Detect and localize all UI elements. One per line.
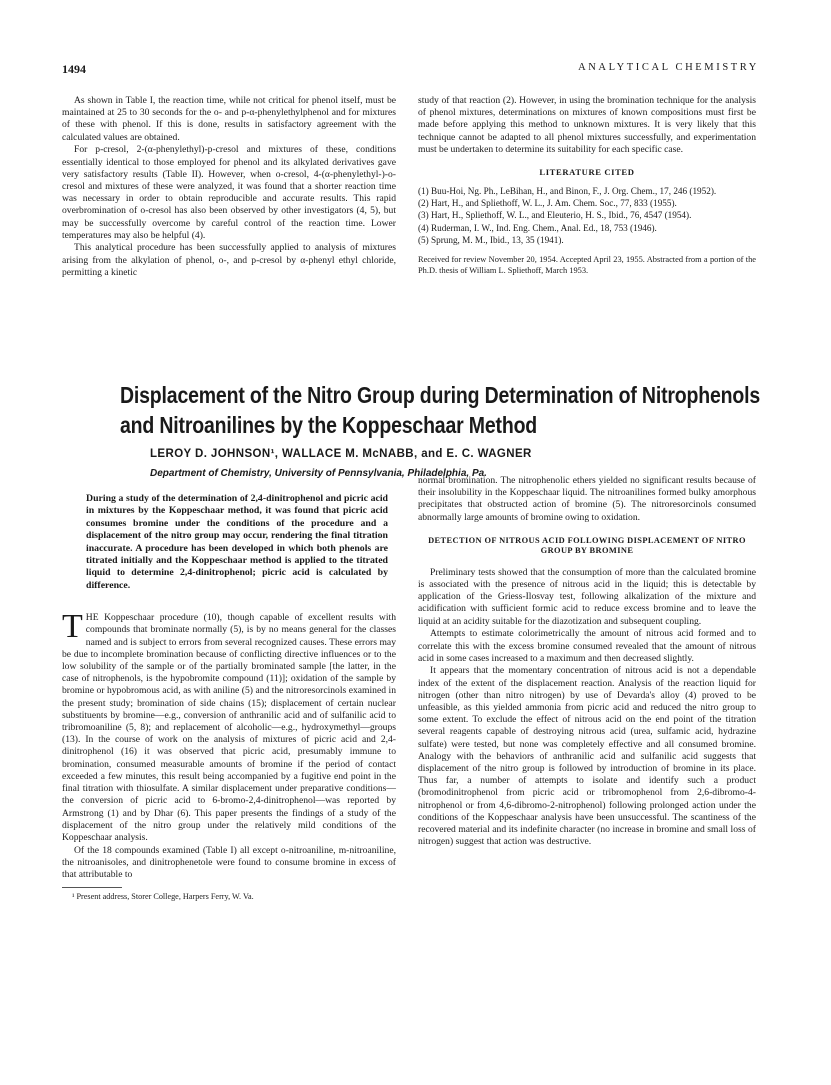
reference-item: (2) Hart, H., and Spliethoff, W. L., J. Am. Chem. Soc., 77, 833 (1955).: [418, 198, 677, 209]
page-header: [62, 62, 759, 80]
article-title-line: and Nitroanilines by the Koppeschaar Method: [120, 412, 538, 438]
abstract: During a study of the determination of 2,4-dinitrophenol and picric acid in mixtures by the Koppeschaar method, it was found that picric acid consumes bromine under the conditions of the procedure and a displacement of the nitro group may occur, rendering the final titration inaccurate. A procedure has been developed in which both phenols are titrated initially and the Koppeschaar method is applied to the titrated liquid to determine 2,4-dinitrophenol; picric acid is calculated by difference.: [86, 493, 388, 591]
footnote: ¹ Present address, Storer College, Harpers Ferry, W. Va.: [72, 892, 254, 902]
paragraph: normal bromination. The nitrophenolic ethers yielded no significant results because of their insolubility in the Koppeschaar liquid. The nitroanilines formed bulky amorphous precipitates that obstructed action of bromine (5). The nitroresorcinols consumed abnormally large amounts of bromine owing to oxidation.: [418, 475, 756, 523]
intro-paragraph: [62, 608, 396, 844]
paragraph: For p-cresol, 2-(α-phenylethyl)-p-cresol and mixtures of these, conditions essentially identical to those employed for phenol and its alkylated derivatives gave very satisfactory results (Table II). However, when o-cresol, 4-(α-phenylethyl-)-o-cresol and mixtures of these were analyzed, it was found that a shorter reaction time was necessary in order to obtain reproducible and accurate results. This rapid overbromination of o-cresol has also been observed by other investigators (4, 5), but may be successfully overcome by careful control of the reaction time. Lower temperatures may also be helpful (4).: [62, 144, 396, 241]
reference-item: (1) Buu-Hoi, Ng. Ph., LeBihan, H., and Binon, F., J. Org. Chem., 17, 246 (1952).: [418, 186, 717, 197]
reference-item: (5) Sprung, M. M., Ibid., 13, 35 (1941).: [418, 234, 564, 245]
paragraph: This analytical procedure has been successfully applied to analysis of mixtures arising from the alkylation of phenol, o-, and p-cresol by α-phenyl ethyl chloride, permitting a kinetic: [62, 242, 396, 278]
reference-list: [418, 186, 756, 246]
authors: LEROY D. JOHNSON¹, WALLACE M. McNABB, and E. C. WAGNER: [150, 448, 532, 460]
section-heading: DETECTION OF NITROUS ACID FOLLOWING DISPLACEMENT OF NITRO GROUP BY BROMINE: [428, 535, 746, 556]
article-title-line: Displacement of the Nitro Group during Determination of Nitrophenols: [120, 382, 761, 408]
paragraph: Preliminary tests showed that the consumption of more than the calculated bromine is associated with the presence of nitrous acid in the liquid; this is detectable by application of the Griess-Ilosvay test, following alkalization of the mixture and acidification with sufficient formic acid to reduce excess bromine and to leave the liquid at an acidity suitable for the diazotization and subsequent coupling.: [418, 566, 756, 627]
article-title: [120, 380, 761, 440]
drop-cap: T: [62, 608, 83, 646]
intro-text: HE Koppeschaar procedure (10), though capable of excellent results with compounds that brominate normally (5), is by no means general for the classes named and is subject to errors from several recognized causes. These errors may be due to incomplete bromination because of conflicting directive influences or to the low solubility of the sample or of the partially brominated sample [the latter, in the case of nitrophenols, is the hypobromite compound (11)]; oxidation of the sample by bromine or hypobromous acid, as with aniline (5) and the nitroresorcinols examined in the present study; bromination of side chains (15); displacement of certain nuclear substituents by bromine—e.g., conversion of anthranilic acid and of sulfanilic acid to tribromoaniline (5, 8); and replacement of alcoholic—e.g., hydroxymethyl—groups (13). In the course of work on the analysis of mixtures of picric acid and 2,4-dinitrophenol (16) it was observed that picric acid, presumably immune to bromination, consumed measurable amounts of bromine if the period of contact exceeded a few minutes, this result being accompanied by a fugitive end point in the final titration with thiosulfate. A similar displacement under preparative conditions—the conversion of picric acid to 6-bromo-2,4-dinitrophenol—was reported by Armstrong (1) and by Dhar (6). This paper presents the findings of a study of the displacement of the nitro group under the relatively mild conditions of the Koppeschaar analysis.: [62, 612, 396, 843]
received-note: Received for review November 20, 1954. Accepted April 23, 1955. Abstracted from a portion of the Ph.D. thesis of William L. Spliethoff, March 1953.: [418, 255, 756, 275]
paragraph: Attempts to estimate colorimetrically the amount of nitrous acid formed and to correlate this with the excess bromine consumed revealed that the amount of nitrous acid in some cases increased to a maximum and then decreased slightly.: [418, 628, 756, 664]
literature-cited-heading: LITERATURE CITED: [539, 167, 635, 178]
reference-item: (3) Hart, H., Spliethoff, W. L., and Eleuterio, H. S., Ibid., 76, 4547 (1954).: [418, 210, 692, 221]
previous-article-right-column: [418, 95, 756, 277]
page-number: 1494: [62, 62, 86, 76]
journal-name: ANALYTICAL CHEMISTRY: [578, 62, 759, 73]
paragraph: Of the 18 compounds examined (Table I) all except o-nitroaniline, m-nitroaniline, the nitroanisoles, and dinitrophenetole were found to consume bromine in excess of that attributable to: [62, 844, 396, 881]
article-left-column: [62, 493, 396, 903]
reference-item: (4) Ruderman, I. W., Ind. Eng. Chem., Anal. Ed., 18, 753 (1946).: [418, 222, 657, 233]
paragraph: It appears that the momentary concentration of nitrous acid is not a dependable index of the extent of the displacement reaction. Analysis of the reaction liquid for nitrogen (other than nitro nitrogen) by use of Devarda's alloy (4) proved to be unfeasible, as this yielded ammonia from picric acid and reduced the nitro group to some extent. To exclude the effect of nitrous acid on the end point of the titration several reagents capable of destroying nitrous acid (urea, sulfamic acid, hydrazine sulfate) were tested, but none was completely effective and all consumed bromine. Analogy with the behaviors of anthranilic acid and sulfanilic acid suggests that displacement of the nitro group is followed by introduction of bromine in its place. Thus far, a number of attempts to isolate and identify such a product (bromodinitrophenol from picric acid or tribromophenol from 2,6-dibromo-4-nitrophenol or from 4,6-dibromo-2-nitrophenol) following prolonged action under the conditions of the Koppeschaar analysis have been unsuccessful. The scantiness of the recovered material and its indefinite character (no increase in bromine and small loss of nitrogen) suggest that action was destructive.: [418, 665, 756, 848]
paragraph: As shown in Table I, the reaction time, while not critical for phenol itself, must be maintained at 25 to 30 seconds for the o- and p-α-phenylethylphenol and for mixtures of these with phenol. If this is done, results in satisfactory agreement with the calculated values are obtained.: [62, 95, 396, 143]
footnote-divider: [62, 887, 122, 888]
article-right-column: [418, 475, 756, 849]
previous-article-left-column: [62, 95, 396, 280]
paragraph: study of that reaction (2). However, in using the bromination technique for the analysis of phenol mixtures, determinations on mixtures of known compositions must first be made before applying this method to unknown mixtures. It is very likely that this technique cannot be adapted to all phenol mixtures successfully, and experimentation must be undertaken to determine its suitability for each specific case.: [418, 95, 756, 155]
affiliation: Department of Chemistry, University of Pennsylvania, Philadelphia, Pa.: [150, 468, 487, 479]
